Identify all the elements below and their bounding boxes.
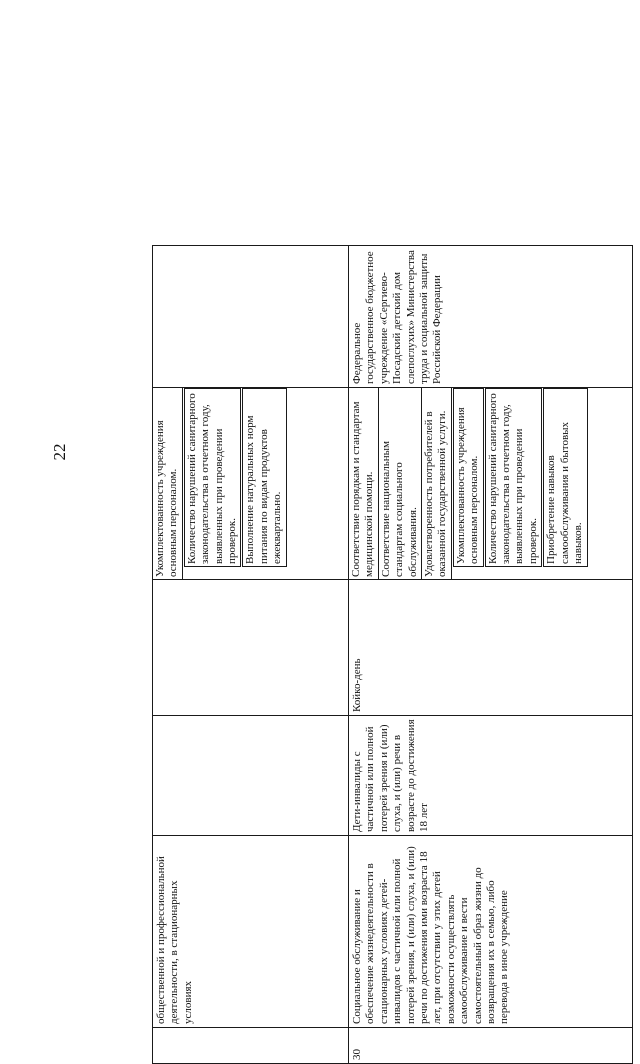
table-row: [349, 246, 633, 1064]
services-table: [152, 245, 633, 1064]
criterion-item: Количество нарушений санитарного законодательства в отчетном году, выявленных при проведении проверок.: [184, 388, 242, 567]
table-row: [153, 246, 349, 1064]
criterion-item: Укомплектованность учреждения основным персоналом.: [153, 388, 183, 579]
service-name-cell: Социальное обслуживание и обеспечение жизнедеятельности в стационарных условиях детей-инвалидов с частичной или полной потерей зрения, и (или) слуха, и (или) речи по достижения ими возраста 18 лет, при отсутствии у этих детей возможности осуществлять самообслуживание и вести самостоятельный образ жизни до возвращения их в семью, либо перевода в иное учреждение: [349, 836, 633, 1028]
recipients-cell: [153, 716, 349, 836]
num-cell: [153, 1028, 349, 1064]
criterion-item: Укомплектованность учреждения основным персоналом.: [453, 388, 484, 567]
criterion-item: Приобретение навыков самообслуживания и бытовых навыков.: [543, 388, 587, 567]
rotated-table-sheet: [152, 246, 632, 1064]
criterion-item: Соответствие национальным стандартам социального обслуживания.: [379, 388, 422, 579]
service-name-cell: общественной и профессиональной деятельности, в стационарных условиях: [153, 836, 349, 1028]
criterion-item: Соответствие порядкам и стандартам медицинской помощи.: [349, 388, 379, 579]
institution-cell: Федеральное государственное бюджетное учреждение «Сергиево-Посадский детский дом слепоглухих» Министерства труда и социальной защиты Российской Федерации: [349, 246, 633, 388]
institution-cell: [153, 246, 349, 388]
recipients-cell: Дети-инвалиды с частичной или полной потерей зрения и (или) слуха, и (или) речи в возрасте до достижения 18 лет: [349, 716, 633, 836]
criterion-item: Количество нарушений санитарного законодательства в отчетном году, выявленных при проведении проверок.: [485, 388, 543, 567]
criterion-item: Выполнение натуральных норм питания по видам продуктов ежеквартально.: [242, 388, 286, 567]
criteria-list: [153, 388, 287, 579]
criteria-cell: [349, 388, 633, 580]
page-number: 22: [50, 443, 69, 461]
criteria-cell: [153, 388, 349, 580]
criterion-item: Удовлетворенность потребителей в оказанной государственной услуги.: [422, 388, 452, 579]
num-cell: 30: [349, 1028, 633, 1064]
unit-cell: [153, 580, 349, 716]
criteria-list: [349, 388, 588, 579]
unit-cell: Койко-день: [349, 580, 633, 716]
